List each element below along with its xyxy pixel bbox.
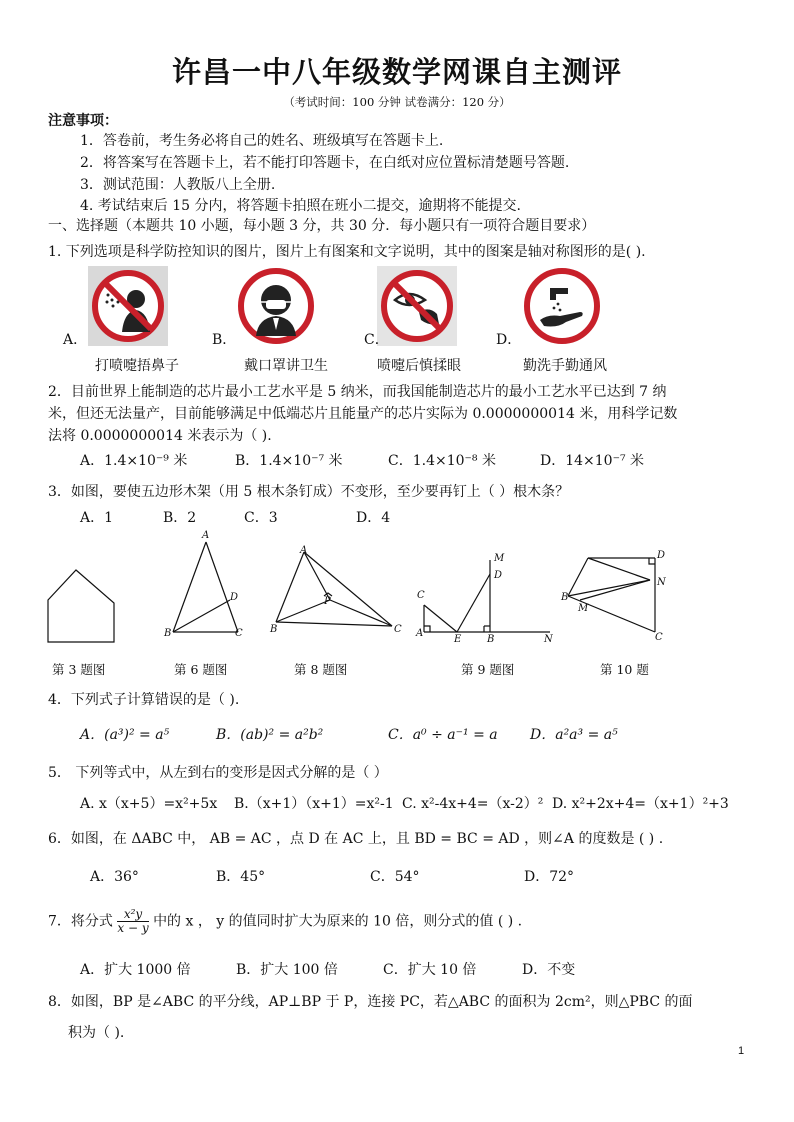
fig9-label: M [494, 553, 505, 564]
notes-heading: 注意事项： [48, 113, 118, 129]
question-6-stem: 6．如图，在 ΔABC 中， AB = AC ，点 D 在 AC 上，且 BD = BC = AD ，则∠A 的度数是 ( ) . [48, 831, 664, 847]
question-8-line: 积为（ ). [68, 1025, 125, 1041]
fig10-label: B [561, 592, 569, 603]
caption-c: 喷嚏后慎揉眼 [377, 358, 461, 374]
section-heading: 一、选择题（本题共 10 小题，每小题 3 分，共 30 分．每小题只有一项符合题目要求） [48, 218, 596, 234]
fig6-label: C [235, 628, 243, 639]
option-c: C．a⁰ ÷ a⁻¹ = a [388, 727, 498, 743]
option-a: A．扩大 1000 倍 [80, 962, 191, 978]
option-b: B．(ab)² = a²b² [216, 727, 324, 743]
question-5-stem: 5． 下列等式中，从左到右的变形是因式分解的是（ ） [48, 765, 388, 781]
option-d: D. x²+2x+4=（x+1）²+3 [552, 796, 729, 812]
fig10-label: C [655, 632, 663, 643]
caption-d: 勤洗手勤通风 [523, 358, 607, 374]
figure-6 [173, 542, 238, 632]
option-b: B． [212, 332, 237, 348]
option-b: B．扩大 100 倍 [236, 962, 338, 978]
option-d: D．不变 [522, 962, 576, 978]
pentagon-figure [48, 570, 114, 642]
question-2-line: 米，但还无法量产，目前能够满足中低端芯片且能量产的芯片实际为 0.0000000014 米，用科学记数 [48, 406, 678, 422]
exam-info: （考试时间：100 分钟 试卷满分：120 分） [283, 95, 511, 109]
fig6-label: B [164, 628, 172, 639]
fraction-numerator: x²y [117, 908, 148, 922]
fig9-label: D [494, 570, 503, 581]
fig8-label: A [300, 545, 308, 556]
question-1-stem: 1. 下列选项是科学防控知识的图片，图片上有图案和文字说明，其中的图案是轴对称图形的是( ). [48, 244, 646, 260]
fig9-label: C [417, 590, 425, 601]
option-c: C．1.4×10⁻⁸ 米 [388, 453, 496, 469]
option-c: C． [364, 332, 389, 348]
fig8-label: C [394, 624, 402, 635]
fig9-label: A [416, 628, 424, 639]
option-c: C．3 [244, 510, 278, 526]
option-d: D．14×10⁻⁷ 米 [540, 453, 645, 469]
option-d: D． [496, 332, 522, 348]
question-8-line: 8．如图，BP 是∠ABC 的平分线，AP⊥BP 于 P，连接 PC，若△ABC 的面积为 2cm²，则△PBC 的面 [48, 994, 693, 1010]
fig10-label: M [578, 603, 589, 614]
option-a: A．36° [90, 869, 139, 885]
option-c: C．54° [370, 869, 420, 885]
figure-10 [568, 558, 655, 632]
fig9-label: E [454, 634, 462, 645]
fig10-label: N [657, 577, 666, 588]
fig10-label: D [657, 550, 666, 561]
figure-caption: 第 9 题图 [461, 662, 515, 677]
figure-9 [424, 560, 550, 632]
fig9-label: B [487, 634, 495, 645]
fraction-denominator: x − y [117, 921, 149, 935]
note-item: 1．答卷前，考生务必将自己的姓名、班级填写在答题卡上. [80, 133, 444, 149]
page-number: 1 [738, 1045, 745, 1057]
option-a: A. x（x+5）=x²+5x [80, 796, 218, 812]
fraction [117, 908, 148, 935]
fig9-label: N [544, 634, 553, 645]
question-2-line: 法将 0.0000000014 米表示为（ ). [48, 428, 272, 444]
figure-caption: 第 10 题 [600, 662, 649, 677]
option-a: A．1.4×10⁻⁹ 米 [80, 453, 188, 469]
option-b: B．45° [216, 869, 266, 885]
question-2-line: 2．目前世界上能制造的芯片最小工艺水平是 5 纳米，而我国能制造芯片的最小工艺水平已达到 7 纳 [48, 384, 667, 400]
note-item: 3．测试范围：人教版八上全册. [80, 177, 276, 193]
option-d: D．4 [356, 510, 391, 526]
fig8-label: P [324, 596, 331, 607]
figures-row [40, 530, 670, 650]
fig8-label: B [270, 624, 278, 635]
question-3-stem: 3．如图，要使五边形木架（用 5 根木条钉成）不变形，至少要再钉上（ ）根木条？ [48, 484, 570, 500]
note-item: 4. 考试结束后 15 分内，将答题卡拍照在班小二提交，逾期将不能提交. [80, 198, 521, 214]
figure-8 [276, 552, 392, 626]
sign-rub-eye-icon [377, 266, 457, 346]
figure-caption: 第 6 题图 [174, 662, 228, 677]
option-a: A．(a³)² = a⁵ [80, 727, 170, 743]
option-b: B．2 [163, 510, 197, 526]
question-7-pre: 7．将分式 [48, 913, 113, 930]
option-a: A．1 [80, 510, 114, 526]
fig6-label: D [230, 592, 239, 603]
sign-sneeze-icon [88, 266, 168, 346]
caption-b: 戴口罩讲卫生 [244, 358, 328, 374]
note-item: 2．将答案写在答题卡上，若不能打印答题卡，在白纸对应位置标清楚题号答题. [80, 155, 570, 171]
option-d: D．a²a³ = a⁵ [530, 727, 618, 743]
page-title: 许昌一中八年级数学网课自主测评 [171, 55, 622, 89]
question-7-post: 中的 x ， y 的值同时扩大为原来的 10 倍，则分式的值 ( ) . [153, 913, 523, 930]
sign-wash-hands-icon [522, 266, 602, 346]
option-c: C. x²-4x+4=（x-2）² [402, 796, 544, 812]
question-7-stem [48, 908, 522, 935]
figure-caption: 第 8 题图 [294, 662, 348, 677]
caption-a: 打喷嚏捂鼻子 [95, 358, 179, 374]
option-b: B.（x+1）（x+1）=x²-1 [234, 796, 394, 812]
question-4-stem: 4．下列式子计算错误的是（ ). [48, 692, 240, 708]
option-b: B．1.4×10⁻⁷ 米 [235, 453, 343, 469]
option-a: A． [63, 332, 88, 348]
option-c: C．扩大 10 倍 [383, 962, 477, 978]
fig6-label: A [202, 530, 210, 541]
sign-mask-icon [236, 266, 316, 346]
option-d: D．72° [524, 869, 575, 885]
figure-caption: 第 3 题图 [52, 662, 106, 677]
